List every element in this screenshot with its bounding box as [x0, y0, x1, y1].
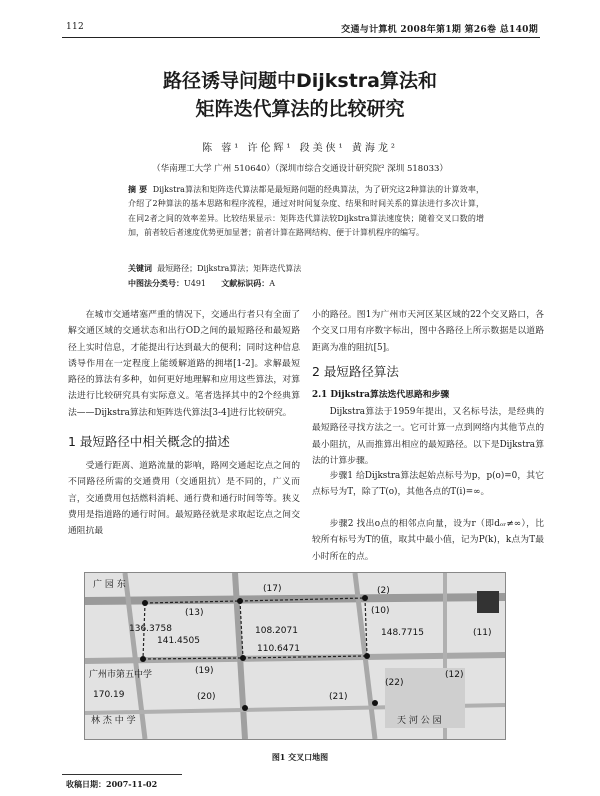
page-number: 112 — [66, 22, 85, 32]
section-1-paragraph: 受通行距离、道路流量的影响，路网交通起讫点之间的不同路径所需的交通费用（交通阻抗）是不同的，广义而言，交通费用包括燃料消耗、通行费和通行时间等等。狭义费用是指道路的通行时间。最短路径就是求取起讫点之间交通阻抗最 — [68, 461, 300, 537]
step-2-paragraph: 步骤2 找出o点的相邻点向量，设为r（即dₒᵣ≠∞），比较所有标号为T的值，取其中最小值，记为P(k)，k点为T最小时所在的点。 — [312, 519, 544, 562]
map-label-node: (11) — [473, 628, 492, 638]
map-label-node: (17) — [263, 584, 282, 594]
clc-value: U491 — [184, 279, 207, 288]
map-label-school: 林 杰 中 学 — [91, 716, 136, 726]
map-label-school-5: 广州市第五中学 — [89, 670, 153, 680]
dijkstra-intro-paragraph: Dijkstra算法于1959年提出，又名标号法，是经典的最短路径寻找方法之一。它可计算一点到网络内其他节点的最小阻抗，从而推算出相应的最短路径。以下是Dijkstra算法的计算步骤。 — [312, 407, 544, 466]
section-1-heading: 1 最短路径中相关概念的描述 — [68, 434, 230, 449]
keywords — [128, 262, 484, 275]
map-graphic — [85, 573, 505, 739]
map-label-node: (20) — [197, 692, 216, 702]
paper-title-line-2: 矩阵迭代算法的比较研究 — [195, 98, 405, 120]
map-label-node: (19) — [195, 666, 214, 676]
clc-label: 中图法分类号： — [128, 278, 184, 288]
doc-code-value: A — [269, 279, 276, 288]
intro-paragraph: 在城市交通堵塞严重的情况下，交通出行者只有全面了解交通区域的交通状态和出行OD之间的最短路径和最短路径上实时信息，才能提出行达到最大的便利；同时这种信息诱导作用在一定程度上能缓解道路的拥堵[1-2]。求解最短路径的算法有多种，如何更好地理解和应用这些算法，对算法进行比较研究具有实际意义。笔者选择其中的2个经典算法——Dijkstra算法和矩阵迭代算法[3-4]进行比较研究。 — [68, 310, 300, 418]
map-label-distance: 148.7715 — [381, 628, 424, 638]
map-label-guangyuan-east: 广 园 东 — [93, 580, 126, 590]
map-label-distance: 108.2071 — [255, 626, 298, 636]
abstract — [128, 182, 484, 241]
received-date-footnote: 收稿日期：2007-11-02 — [66, 779, 158, 789]
map-label-distance: 110.6471 — [257, 644, 300, 654]
figure-caption: 图1 交叉口地图 — [271, 752, 329, 762]
footnote-rule — [62, 774, 182, 775]
classification — [128, 277, 484, 290]
map-label-node: (10) — [371, 606, 390, 616]
keywords-text: 最短路径；Dijkstra算法；矩阵迭代算法 — [157, 264, 302, 273]
map-label-node: (2) — [377, 586, 390, 596]
map-label-node: (21) — [329, 692, 348, 702]
doc-code-label: 文献标识码： — [221, 278, 270, 288]
keywords-label: 关键词 — [128, 263, 152, 273]
header-rule — [62, 37, 540, 38]
step-1-paragraph: 步骤1 给Dijkstra算法起始点标号为p，p(o)=0，其它点标号为T，除了T(o)，其他各点的T(i)=∞。 — [312, 471, 544, 498]
map-label-node: (13) — [185, 608, 204, 618]
abstract-label: 摘 要 — [128, 184, 148, 194]
journal-header: 交通与计算机 2008年第1期 第26卷 总140期 — [341, 25, 538, 35]
abstract-text: Dijkstra算法和矩阵迭代算法都是最短路问题的经典算法，为了研究这2种算法的计算效率，介绍了2种算法的基本思路和程序流程，通过对时间复杂度、结果和时间关系的算法进行多次计算，在同2者之间的效率差异。比较结果显示：矩阵迭代算法较Dijkstra算法速度快；随着交叉口数的增加，前者较后者速度优势更加显著；前者计算在路网结构、便于计算机程序的编写。 — [128, 185, 484, 238]
map-label-tianhe-park: 天 河 公 园 — [397, 716, 442, 726]
intersection-map-figure — [84, 572, 506, 740]
map-label-distance: 170.19 — [93, 690, 125, 700]
map-label-node: (22) — [385, 678, 404, 688]
section-2-1-heading: 2.1 Dijkstra算法迭代思路和步骤 — [312, 390, 450, 400]
continued-paragraph: 小的路径。图1为广州市天河区某区域的22个交叉路口，各个交叉口用有序数字标出，图中各路径上所示数据是以道路距离为准的阻抗[5]。 — [312, 310, 544, 353]
map-label-distance: 141.4505 — [157, 636, 200, 646]
paper-title-line-1: 路径诱导问题中Dijkstra算法和 — [162, 70, 438, 92]
affiliation: （华南理工大学 广州 510640）（深圳市综合交通设计研究院² 深圳 518033） — [152, 164, 448, 174]
map-label-distance: 136.3758 — [129, 624, 172, 634]
authors: 陈 蓉¹ 许伦辉¹ 段美侠¹ 黄海龙² — [202, 143, 398, 154]
map-label-node: (12) — [445, 670, 464, 680]
section-2-heading: 2 最短路径算法 — [312, 364, 399, 379]
